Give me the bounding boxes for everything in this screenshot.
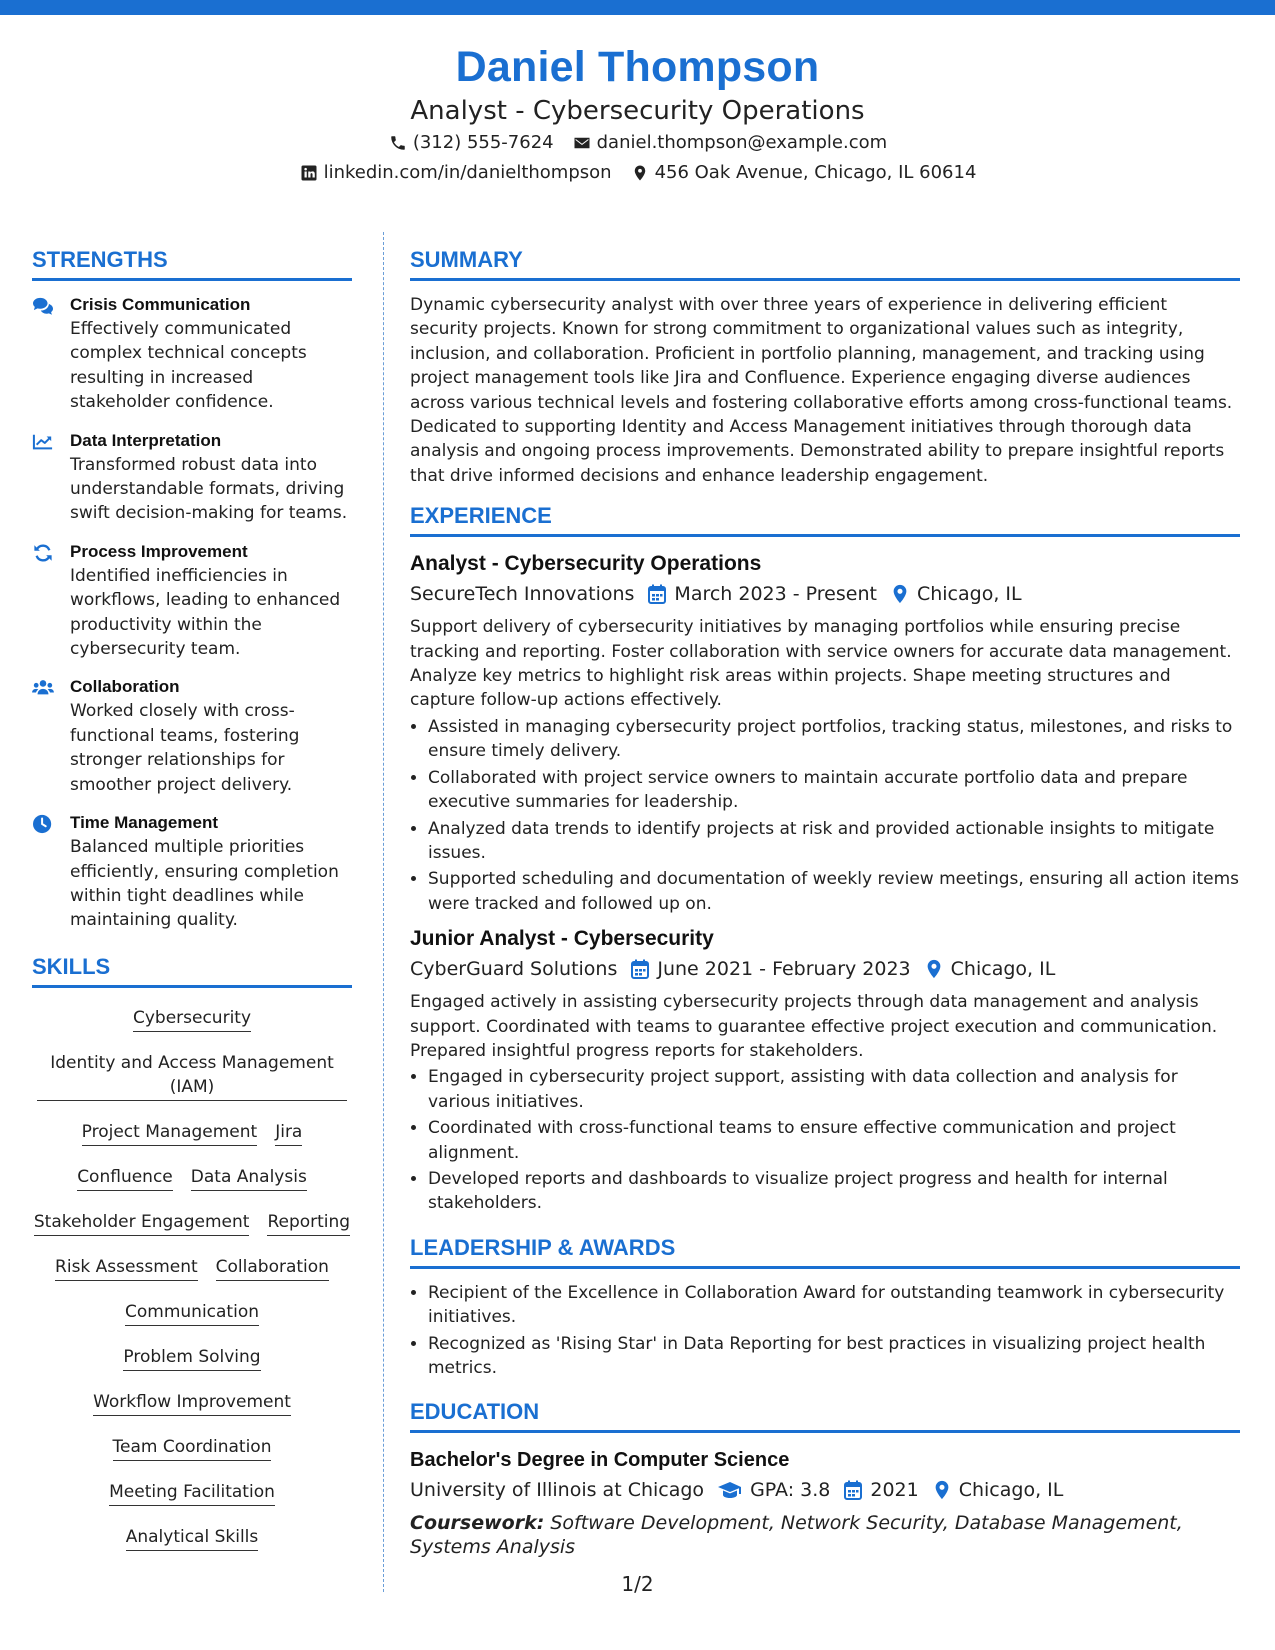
bullet-item: • Engaged in cybersecurity project support, assisting with data collection and analysis for various initiatives. <box>428 1065 1240 1114</box>
bullet-item: • Coordinated with cross-functional teams to ensure effective communication and project alignment. <box>428 1116 1240 1165</box>
left-column <box>32 246 352 1564</box>
strength-desc: Effectively communicated complex technical concepts resulting in increased stakeholder confidence. <box>70 319 307 413</box>
skill-tag: Confluence <box>77 1165 173 1191</box>
strength-title: Crisis Communication <box>70 295 251 314</box>
linkedin-text[interactable]: linkedin.com/in/danielthompson <box>323 162 612 183</box>
summary-text: Dynamic cybersecurity analyst with over three years of experience in delivering efficient security projects. Known for strong commitment to organizational values such as integrity, inclusion, and collaboration. Proficient in portfolio planning, management, and tracking using project management tools like Jira and Confluence. Experience engaging diverse audiences across various technical levels and fostering collaborative efforts among cross-functional teams. Dedicated to supporting Identity and Access Management initiatives through thorough data analysis and ongoing process improvements. Demonstrated ability to prepare insightful reports that drive informed decisions and enhance leadership engagement. <box>410 295 1233 486</box>
skill-tag: Identity and Access Management (IAM) <box>37 1051 347 1101</box>
job-description: Support delivery of cybersecurity initiatives by managing portfolios while ensuring precise tracking and reporting. Foster collaboration with service owners for accurate data management. Analyze key metrics to highlight risk areas within projects. Shape meeting structures and capture follow-up actions effectively. <box>410 617 1232 711</box>
address-text: 456 Oak Avenue, Chicago, IL 60614 <box>654 162 977 183</box>
skill-tag: Risk Assessment <box>55 1255 198 1281</box>
resume-header <box>0 40 1275 188</box>
skill-tag: Communication <box>125 1300 259 1326</box>
bullet-item: • Recipient of the Excellence in Collaboration Award for outstanding teamwork in cybersecurity initiatives. <box>428 1281 1240 1330</box>
calendar-icon <box>648 584 666 604</box>
summary-heading: SUMMARY <box>410 246 1240 281</box>
candidate-name: Daniel Thompson <box>455 43 820 91</box>
graduation-year <box>844 1475 918 1505</box>
job-dates <box>648 579 877 609</box>
users-icon <box>32 675 70 797</box>
phone-contact <box>388 128 554 158</box>
skill-tag: Team Coordination <box>113 1435 272 1461</box>
comments-icon <box>32 293 70 415</box>
strengths-heading: STRENGTHS <box>32 246 352 281</box>
strength-title: Time Management <box>70 813 219 833</box>
strength-title: Data Interpretation <box>70 430 222 450</box>
candidate-role: Analyst - Cybersecurity Operations <box>410 96 865 126</box>
strength-desc: Transformed robust data into understandable formats, driving swift decision-making for teams. <box>70 454 348 524</box>
job-entry <box>410 549 1240 916</box>
skill-tag: Project Management <box>82 1120 258 1146</box>
experience-heading: EXPERIENCE <box>410 502 1240 537</box>
clock-icon <box>32 811 70 933</box>
graduation-cap-icon <box>718 1480 742 1500</box>
skill-tag: Problem Solving <box>123 1345 260 1371</box>
skill-tag: Meeting Facilitation <box>109 1480 275 1506</box>
job-location <box>925 954 1056 984</box>
education-meta <box>410 1475 1240 1505</box>
strength-desc: Identified inefficiencies in workflows, leading to enhanced productivity within the cybersecurity team. <box>70 565 341 660</box>
map-marker-icon <box>891 584 909 604</box>
education-location <box>933 1475 1064 1505</box>
strength-item <box>32 429 352 526</box>
map-marker-icon <box>925 959 943 979</box>
gpa-text: GPA: 3.8 <box>750 1479 831 1502</box>
email-text[interactable]: daniel.thompson@example.com <box>596 132 888 153</box>
strength-item <box>32 675 352 797</box>
school-name: University of Illinois at Chicago <box>410 1479 705 1502</box>
location-text: Chicago, IL <box>958 1479 1064 1502</box>
coursework <box>410 1511 1240 1559</box>
map-marker-icon <box>933 1480 951 1500</box>
education-heading: EDUCATION <box>410 1398 1240 1433</box>
strength-item <box>32 540 352 662</box>
job-title: Junior Analyst - Cybersecurity <box>410 927 714 951</box>
phone-text: (312) 555-7624 <box>412 132 554 153</box>
top-accent-bar <box>0 0 1275 15</box>
phone-icon <box>388 133 408 153</box>
skill-tag: Workflow Improvement <box>93 1390 291 1416</box>
bullet-item: • Developed reports and dashboards to visualize project progress and health for internal stakeholders. <box>428 1167 1240 1216</box>
location-text: Chicago, IL <box>950 958 1056 981</box>
envelope-icon <box>572 133 592 153</box>
leadership-heading: LEADERSHIP & AWARDS <box>410 1234 1240 1269</box>
skill-tag: Analytical Skills <box>126 1525 259 1551</box>
coursework-text: Software Development, Network Security, Database Management, Systems Analysis <box>410 1512 1183 1559</box>
skill-tag: Cybersecurity <box>133 1006 251 1032</box>
job-location <box>891 579 1022 609</box>
year-text: 2021 <box>870 1479 919 1502</box>
bullet-item: • Analyzed data trends to identify projects at risk and provided actionable insights to mitigate issues. <box>428 817 1240 866</box>
skill-tag: Data Analysis <box>191 1165 307 1191</box>
skill-tag: Reporting <box>267 1210 350 1236</box>
email-contact[interactable] <box>572 128 888 158</box>
bullet-item: • Supported scheduling and documentation of weekly review meetings, ensuring all action items were tracked and followed up on. <box>428 867 1240 916</box>
strength-desc: Balanced multiple priorities efficiently, ensuring completion within tight deadlines while maintaining quality. <box>70 837 339 931</box>
page-number: 1/2 <box>621 1572 654 1596</box>
bullet-item: • Collaborated with project service owners to maintain accurate portfolio data and prepare executive summaries for leadership. <box>428 766 1240 815</box>
strength-item <box>32 811 352 933</box>
job-bullets <box>410 1065 1240 1215</box>
calendar-icon <box>631 959 649 979</box>
chart-line-icon <box>32 429 70 526</box>
location-text: Chicago, IL <box>916 583 1022 606</box>
job-meta <box>410 954 1240 984</box>
linkedin-contact[interactable] <box>299 158 612 188</box>
skill-tag: Jira <box>275 1120 302 1146</box>
skill-tag: Stakeholder Engagement <box>34 1210 250 1236</box>
job-entry <box>410 924 1240 1216</box>
coursework-label: Coursework: <box>410 1512 545 1535</box>
right-column <box>410 246 1240 1559</box>
linkedin-icon <box>299 163 319 183</box>
job-description: Engaged actively in assisting cybersecurity projects through data management and analysis support. Coordinated with teams to guarantee effective project execution and communication. Prepared insightful progress reports for stakeholders. <box>410 992 1218 1061</box>
strength-desc: Worked closely with cross-functional teams, fostering stronger relationships for smoother project delivery. <box>70 701 300 795</box>
column-divider <box>383 232 384 1592</box>
bullet-item: • Recognized as 'Rising Star' in Data Reporting for best practices in visualizing project health metrics. <box>428 1332 1240 1381</box>
calendar-icon <box>844 1480 862 1500</box>
company-name: CyberGuard Solutions <box>410 958 618 981</box>
strength-title: Process Improvement <box>70 541 248 561</box>
job-dates <box>631 954 910 984</box>
sync-icon <box>32 540 70 662</box>
map-marker-icon <box>630 163 650 183</box>
company-name: SecureTech Innovations <box>410 583 635 606</box>
strength-item <box>32 293 352 415</box>
address-contact <box>630 158 977 188</box>
skills-heading: SKILLS <box>32 953 352 988</box>
degree-title: Bachelor's Degree in Computer Science <box>410 1449 790 1472</box>
bullet-item: • Assisted in managing cybersecurity project portfolios, tracking status, milestones, and risks to ensure timely delivery. <box>428 715 1240 764</box>
contact-line-2 <box>0 158 1275 188</box>
gpa <box>718 1475 830 1505</box>
job-bullets <box>410 715 1240 916</box>
strength-title: Collaboration <box>70 677 180 697</box>
job-meta <box>410 579 1240 609</box>
dates-text: June 2021 - February 2023 <box>657 958 911 981</box>
skills-list <box>32 1000 352 1564</box>
job-title: Analyst - Cybersecurity Operations <box>410 552 762 576</box>
leadership-bullets <box>410 1281 1240 1381</box>
dates-text: March 2023 - Present <box>674 583 877 606</box>
contact-line-1 <box>0 128 1275 158</box>
skill-tag: Collaboration <box>216 1255 329 1281</box>
